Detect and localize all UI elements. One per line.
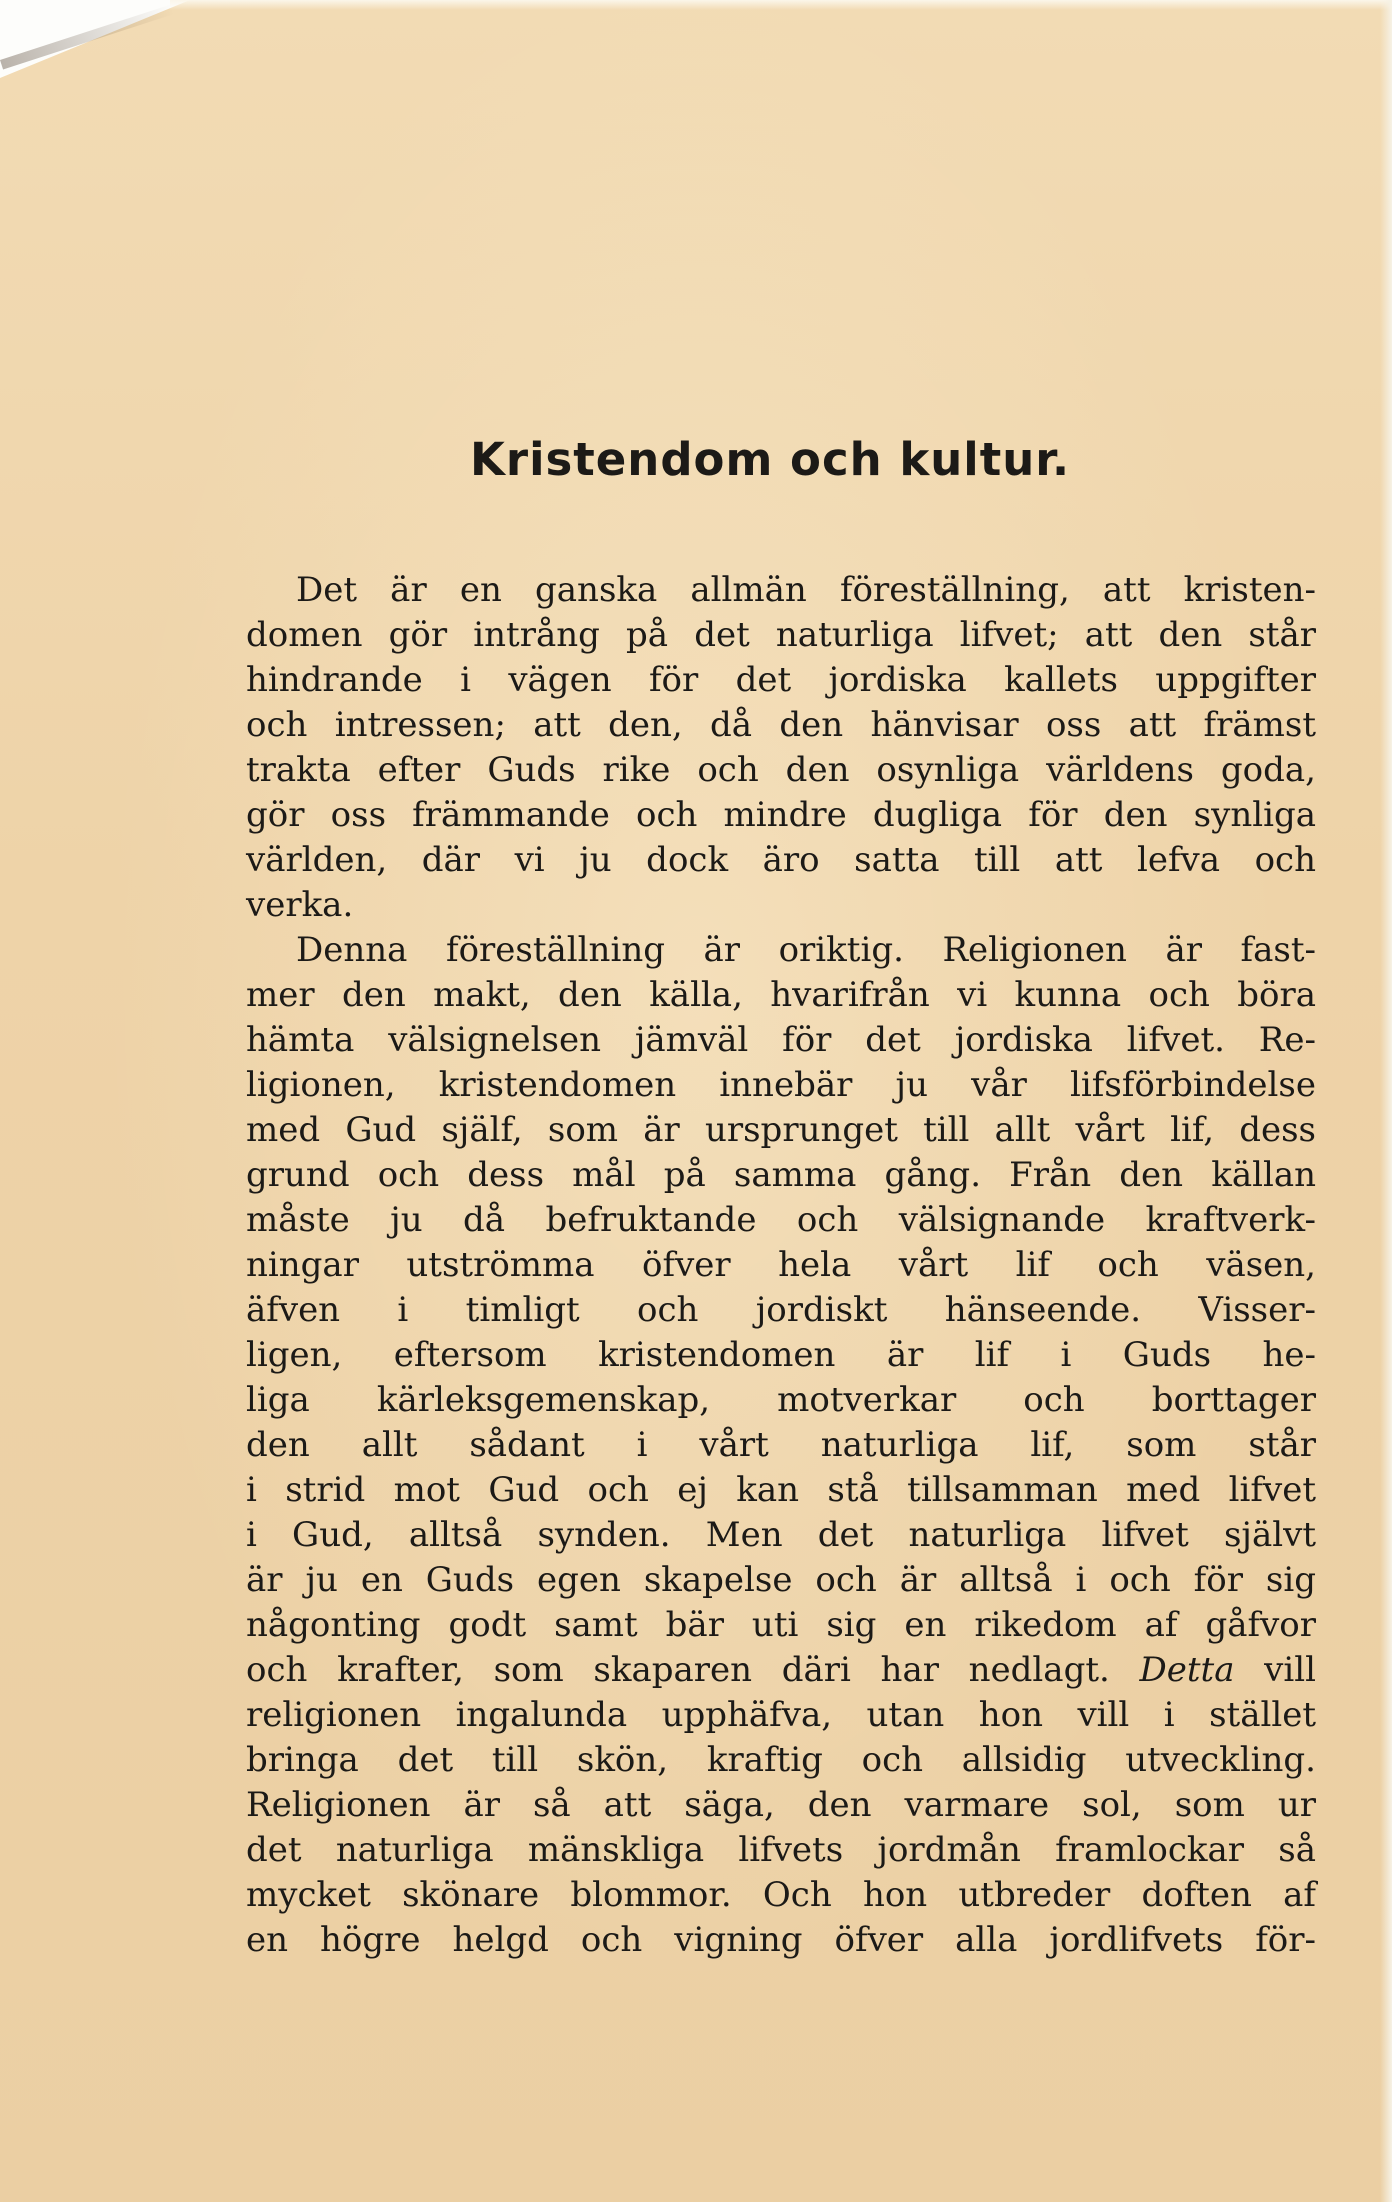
text-line: världen, där vi ju dock äro satta till att lefva och: [246, 840, 1316, 880]
text-line: gör oss främmande och mindre dugliga för den synliga: [246, 795, 1316, 835]
text-line: liga kärleksgemenskap, motverkar och borttager: [246, 1380, 1316, 1420]
page-right-edge: [1380, 0, 1392, 2202]
text-line-with-emphasis: [246, 1648, 1316, 1693]
text-line: hindrande i vägen för det jordiska kallets uppgifter: [246, 660, 1316, 700]
paragraph-1: [246, 568, 1316, 928]
text-line: i strid mot Gud och ej kan stå tillsamman med lifvet: [246, 1470, 1316, 1510]
text-line: ligionen, kristendomen innebär ju vår lifsförbindelse: [246, 1065, 1316, 1105]
text-line: Denna föreställning är oriktig. Religionen är fast-: [296, 930, 1316, 970]
text-line: hämta välsignelsen jämväl för det jordiska lifvet. Re-: [246, 1020, 1316, 1060]
text-line: är ju en Guds egen skapelse och är alltså i och för sig: [246, 1560, 1316, 1600]
text-line: och intressen; att den, då den hänvisar oss att främst: [246, 705, 1316, 745]
text-line: mycket skönare blommor. Och hon utbreder doften af: [246, 1875, 1316, 1915]
text-line: måste ju då befruktande och välsignande kraftverk-: [246, 1200, 1316, 1240]
text-line: äfven i timligt och jordiskt hänseende. Visser-: [246, 1290, 1316, 1330]
text-line: en högre helgd och vigning öfver alla jordlifvets för-: [246, 1920, 1316, 1960]
text-line: Religionen är så att säga, den varmare sol, som ur: [246, 1785, 1316, 1825]
text-line: Det är en ganska allmän föreställning, att kristen-: [296, 570, 1316, 610]
paragraph-2: [246, 928, 1316, 1963]
text-line: trakta efter Guds rike och den osynliga världens goda,: [246, 750, 1316, 790]
text-segment: vill: [1264, 1650, 1317, 1690]
chapter-title: Kristendom och kultur.: [470, 433, 1071, 486]
text-line: ligen, eftersom kristendomen är lif i Guds he-: [246, 1335, 1316, 1375]
text-line: i Gud, alltså synden. Men det naturliga lifvet självt: [246, 1515, 1316, 1555]
text-line: religionen ingalunda upphäfva, utan hon vill i stället: [246, 1695, 1316, 1735]
text-line: verka.: [246, 885, 354, 925]
emphasized-word: Detta: [1139, 1650, 1235, 1690]
text-line: ningar utströmma öfver hela vårt lif och väsen,: [246, 1245, 1316, 1285]
text-segment: och krafter, som skaparen däri har nedlagt.: [246, 1650, 1110, 1690]
body-text: [246, 568, 1316, 1963]
text-line: den allt sådant i vårt naturliga lif, som står: [246, 1425, 1316, 1465]
text-line: någonting godt samt bär uti sig en rikedom af gåfvor: [246, 1605, 1316, 1645]
text-line: grund och dess mål på samma gång. Från den källan: [246, 1155, 1316, 1195]
text-line: bringa det till skön, kraftig och allsidig utveckling.: [246, 1740, 1316, 1780]
page-top-edge: [170, 0, 1392, 10]
text-line: med Gud själf, som är ursprunget till allt vårt lif, dess: [246, 1110, 1316, 1150]
text-line: domen gör intrång på det naturliga lifvet; att den står: [246, 615, 1316, 655]
text-line: mer den makt, den källa, hvarifrån vi kunna och böra: [246, 975, 1316, 1015]
text-line: det naturliga mänskliga lifvets jordmån framlockar så: [246, 1830, 1316, 1870]
